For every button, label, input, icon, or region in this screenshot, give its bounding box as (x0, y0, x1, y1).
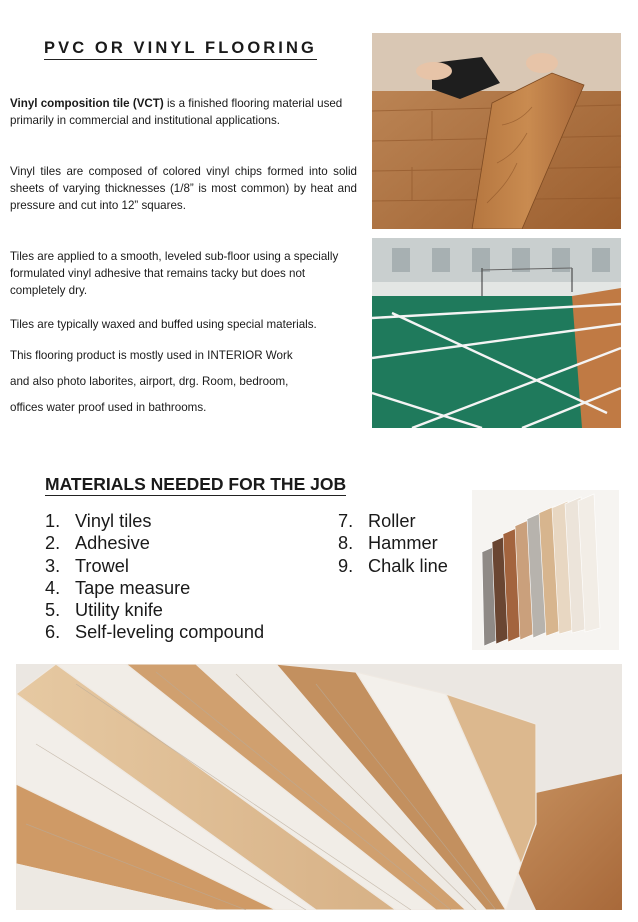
list-label: Vinyl tiles (75, 511, 152, 531)
intro-text: is a finished flooring material used primarily in commercial and institutional applications. (10, 97, 343, 128)
materials-list-left (45, 510, 264, 644)
finishing-paragraph: Tiles are typically waxed and buffed using special materials. (10, 318, 317, 331)
list-item (45, 555, 264, 577)
list-item (338, 510, 448, 532)
usage-line-1: This flooring product is mostly used in INTERIOR Work (10, 349, 293, 362)
list-label: Trowel (75, 555, 129, 576)
list-number: 9. (338, 555, 354, 576)
list-label: Utility knife (75, 600, 163, 621)
list-number: 5. (45, 600, 61, 621)
list-item (338, 532, 448, 554)
list-item (338, 555, 448, 577)
list-label: Self-leveling compound (75, 622, 265, 643)
list-item (45, 510, 264, 532)
list-number: 7. (338, 511, 354, 531)
vinyl-samples-photo (472, 490, 619, 650)
list-label: Hammer (368, 533, 438, 554)
sports-court-floor-photo (372, 238, 621, 428)
list-number: 6. (45, 622, 61, 643)
materials-heading: MATERIALS NEEDED FOR THE JOB (45, 474, 347, 494)
list-label: Chalk line (368, 555, 448, 576)
list-number: 1. (45, 511, 61, 531)
list-label: Roller (368, 511, 416, 531)
usage-line-3: offices water proof used in bathrooms. (10, 401, 207, 414)
list-item (45, 577, 264, 599)
list-item (45, 599, 264, 621)
list-label: Tape measure (75, 577, 191, 598)
list-item (45, 621, 264, 643)
list-item (45, 532, 264, 554)
list-number: 4. (45, 577, 61, 598)
page-title: PVC OR VINYL FLOORING (44, 39, 317, 60)
composition-paragraph: Vinyl tiles are composed of colored vinyl chips formed into solid sheets of varying thicknesses (1/8” is most common) by heat and pressure and cut into 12” squares. (10, 165, 357, 213)
application-paragraph: Tiles are applied to a smooth, leveled sub-floor using a specially formulated vinyl adhesive that remains tacky but does not completely dry. (10, 250, 339, 298)
list-number: 2. (45, 533, 61, 554)
intro-paragraph (10, 95, 357, 129)
intro-term: Vinyl composition tile (VCT) (10, 97, 164, 110)
pvc-panels-photo (16, 664, 622, 910)
list-number: 8. (338, 533, 354, 554)
list-label: Adhesive (75, 533, 150, 554)
vinyl-plank-installation-photo (372, 33, 621, 229)
list-number: 3. (45, 555, 61, 576)
materials-list-right (338, 510, 448, 577)
usage-line-2: and also photo laborites, airport, drg. Room, bedroom, (10, 375, 289, 388)
